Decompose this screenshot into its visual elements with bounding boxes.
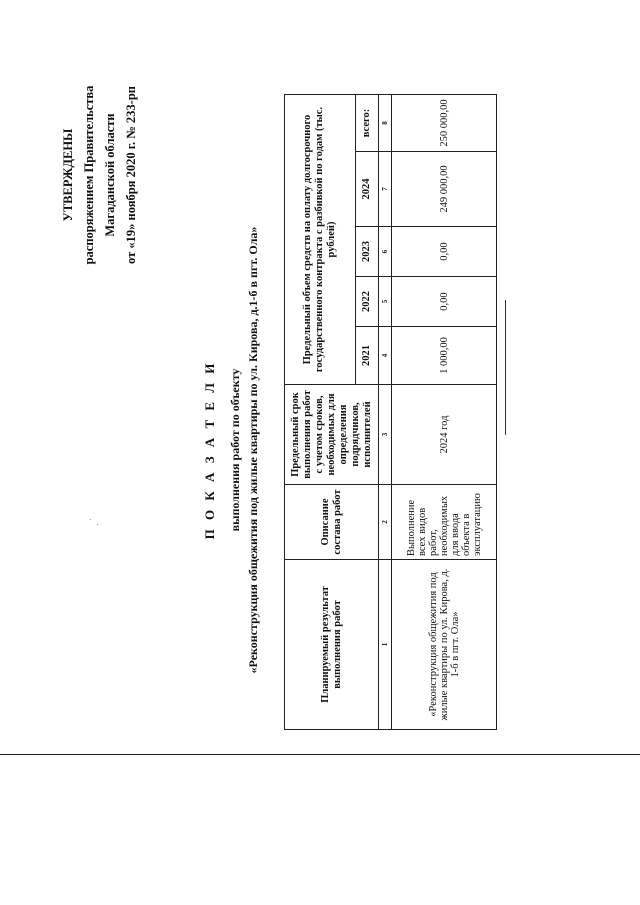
approval-line-3: от «19» ноября 2020 г. № 233-рп bbox=[124, 86, 138, 264]
indicators-table bbox=[284, 94, 497, 730]
table-header-row bbox=[285, 95, 356, 730]
cell-total: 250 000,00 bbox=[392, 95, 497, 152]
page-divider-line bbox=[0, 754, 640, 755]
column-number: 6 bbox=[379, 227, 392, 277]
column-number: 3 bbox=[379, 385, 392, 485]
cell-result: «Реконструкция общежития под жилые квартиры по ул. Кирова, д. 1-б в пгт. Ола» bbox=[392, 560, 497, 730]
column-number: 7 bbox=[379, 152, 392, 227]
cell-deadline: 2024 год bbox=[392, 385, 497, 485]
cell-2022: 0,00 bbox=[392, 277, 497, 327]
column-number: 2 bbox=[379, 485, 392, 560]
approval-line-2: Магаданской области bbox=[103, 113, 117, 237]
header-result: Планируемый результат выполнения работ bbox=[285, 560, 379, 730]
column-number: 5 bbox=[379, 277, 392, 327]
header-2021: 2021 bbox=[356, 327, 379, 385]
header-description: Описание состава работ bbox=[285, 485, 379, 560]
document-title: П О К А З А Т Е Л И bbox=[202, 360, 217, 540]
header-total: всего: bbox=[356, 95, 379, 152]
approval-block bbox=[58, 45, 142, 305]
scan-speck bbox=[90, 519, 91, 520]
object-name: «Реконструкция общежития под жилые квартиры по ул. Кирова, д.1-б в пгт. Ола» bbox=[246, 226, 260, 674]
document-subtitle: выполнения работ по объекту bbox=[228, 368, 242, 532]
scan-speck bbox=[97, 524, 98, 525]
column-number-row bbox=[379, 95, 392, 730]
approval-line-1: распоряжением Правительства bbox=[82, 85, 96, 265]
header-2024: 2024 bbox=[356, 152, 379, 227]
cell-description: Выполнение всех видов работ, необходимых для ввода объекта в эксплуатацию bbox=[392, 485, 497, 560]
column-number: 8 bbox=[379, 95, 392, 152]
table-row bbox=[392, 95, 497, 730]
header-funding: Предельный объем средств на оплату долгосрочного государственного контракта с разбивкой по годам (тыс. рублей) bbox=[285, 95, 356, 385]
cell-2024: 249 000,00 bbox=[392, 152, 497, 227]
closing-line bbox=[505, 300, 506, 435]
header-deadline: Предельный срок выполнения работ с учетом сроков, необходимых для определения подрядчиков, исполнителей bbox=[285, 385, 379, 485]
document-heading bbox=[200, 135, 262, 765]
header-2022: 2022 bbox=[356, 277, 379, 327]
approval-title: УТВЕРЖДЕНЫ bbox=[61, 128, 75, 222]
column-number: 1 bbox=[379, 560, 392, 730]
cell-2023: 0,00 bbox=[392, 227, 497, 277]
cell-2021: 1 000,00 bbox=[392, 327, 497, 385]
column-number: 4 bbox=[379, 327, 392, 385]
header-2023: 2023 bbox=[356, 227, 379, 277]
